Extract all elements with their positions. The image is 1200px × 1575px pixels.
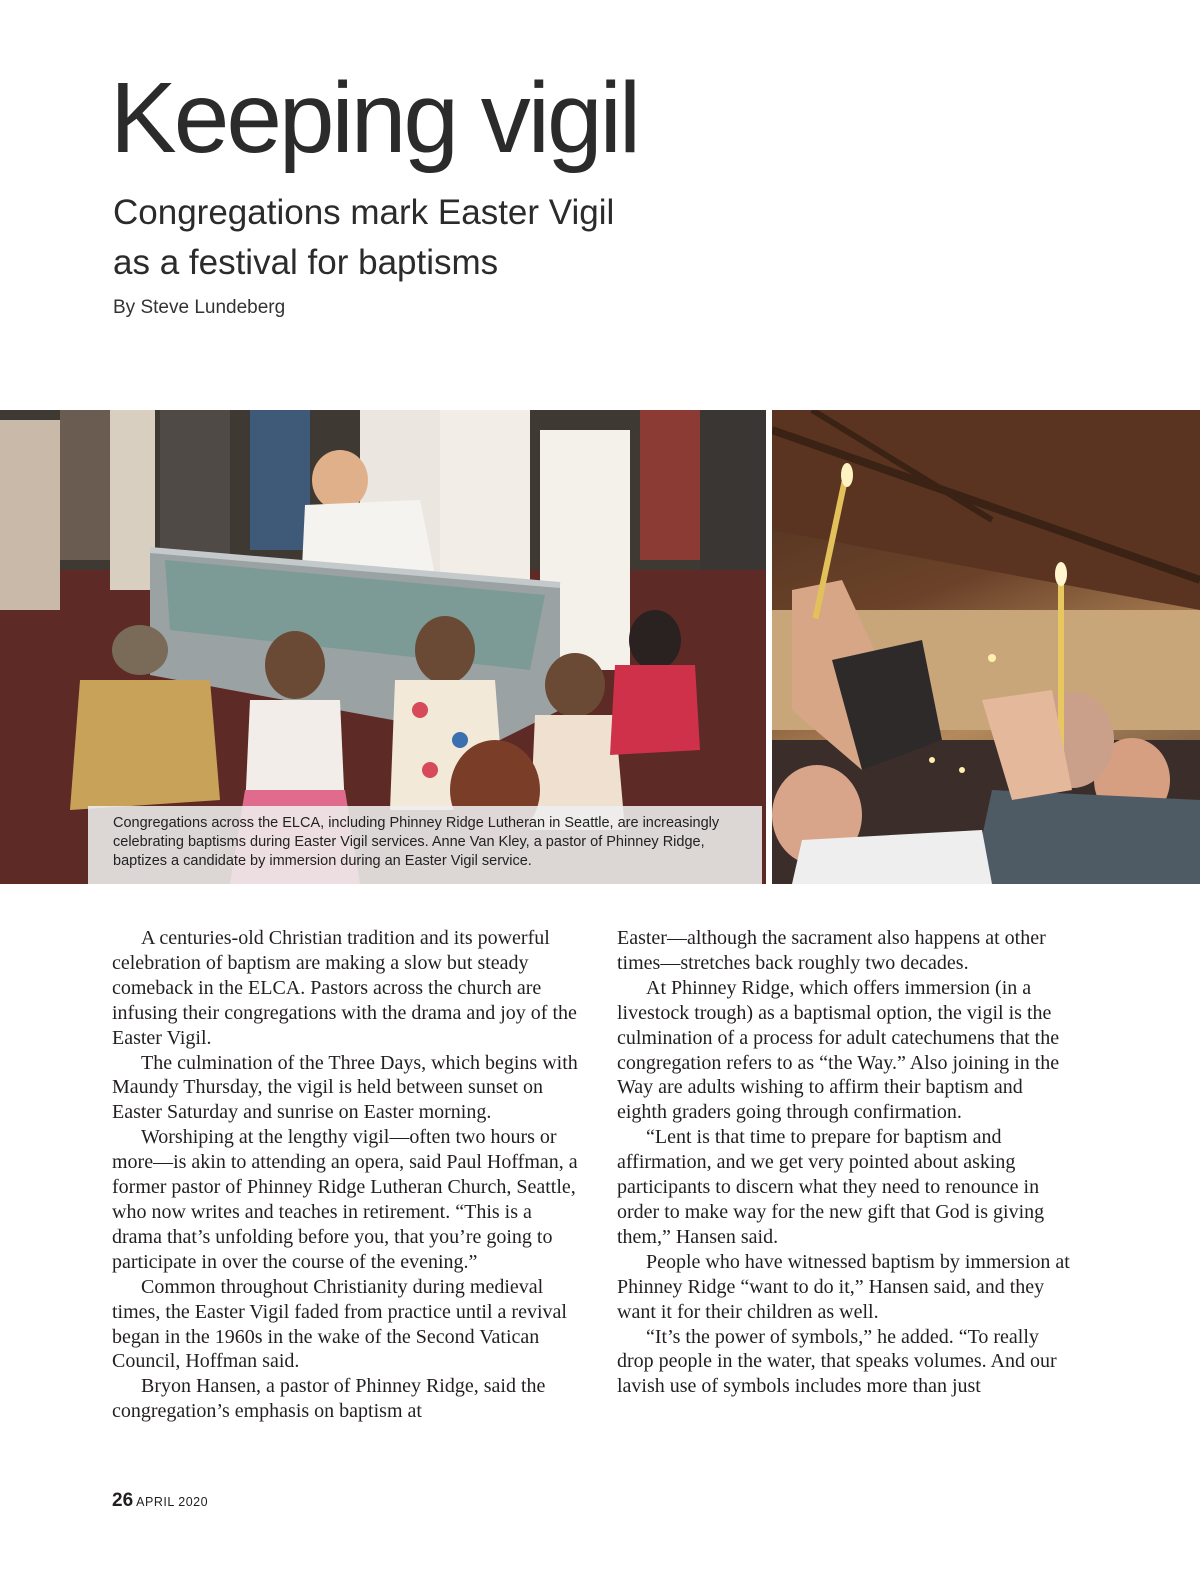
candle-photo-illustration [772,410,1200,884]
body-paragraph-continued: Easter—although the sacrament also happens at other times—stretches back roughly two decades. [617,927,1046,974]
article-subtitle [113,188,713,288]
subtitle-line: Congregations mark Easter Vigil [113,193,615,232]
candle-photo [772,410,1200,884]
body-column-left [112,926,586,1424]
byline: By Steve Lundeberg [113,297,286,318]
body-column-right [617,926,1075,1399]
issue-date: APRIL 2020 [136,1495,209,1509]
page-footer [112,1490,208,1512]
body-paragraph: “Lent is that time to prepare for baptism and affirmation, and we get very pointed about asking participants to discern what they need to renounce in order to make way for the new gift that God is giving them,” Hansen said. [617,1126,1045,1248]
body-paragraph: “It’s the power of symbols,” he added. “To really drop people in the water, that speaks volumes. And our lavish use of symbols includes more than just [617,1325,1057,1398]
body-paragraph: Common throughout Christianity during medieval times, the Easter Vigil faded from practice until a revival began in the 1960s in the wake of the Second Vatican Council, Hoffman said. [112,1275,567,1373]
photo-caption: Congregations across the ELCA, including Phinney Ridge Lutheran in Seattle, are increasingly celebrating baptisms during Easter Vigil services. Anne Van Kley, a pastor of Phinney Ridge, baptizes a candidate by immersion during an Easter Vigil service. [88,806,762,884]
body-paragraph: People who have witnessed baptism by immersion at Phinney Ridge “want to do it,” Hansen said, and they want it for their children as well. [617,1250,1070,1323]
subtitle-line: as a festival for baptisms [113,243,499,282]
body-paragraph: At Phinney Ridge, which offers immersion (in a livestock trough) as a baptismal option, the vigil is the culmination of a process for adult catechumens that the congregation refers to as “the Way.” Also joining in the Way are adults wishing to affirm their baptism and eighth graders going through confirmation. [617,976,1060,1124]
body-paragraph: A centuries-old Christian tradition and its powerful celebration of baptism are making a slow but steady comeback in the ELCA. Pastors across the church are infusing their congregations with the drama and joy of the Easter Vigil. [112,927,577,1049]
body-paragraph: Worshiping at the lengthy vigil—often two hours or more—is akin to attending an opera, said Paul Hoffman, a former pastor of Phinney Ridge Lutheran Church, Seattle, who now writes and teaches in retirement. “This is a drama that’s unfolding before you, that you’re going to participate in over the course of the evening.” [112,1126,578,1273]
body-paragraph: The culmination of the Three Days, which begins with Maundy Thursday, the vigil is held between sunset on Easter Saturday and sunrise on Easter morning. [112,1051,578,1124]
page-number: 26 [112,1490,134,1511]
article-title: Keeping vigil [110,62,639,174]
body-paragraph: Bryon Hansen, a pastor of Phinney Ridge, said the congregation’s emphasis on baptism at [112,1375,546,1423]
